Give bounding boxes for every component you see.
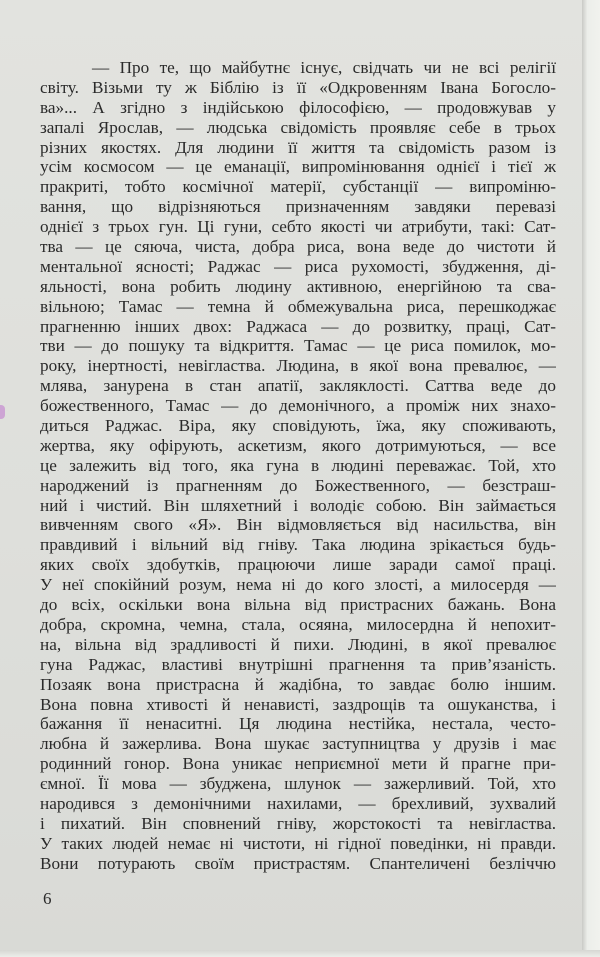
- text-line: прагненню інших двох: Раджаса — до розвитку, праці, Сат-: [40, 316, 556, 336]
- text-line: любна й зажерлива. Вона шукає заступництва у друзів і має: [40, 734, 556, 754]
- text-line: до всіх, оскільки вона вільна від пристрасних бажань. Вона: [40, 595, 556, 615]
- text-line: бажання її ненаситні. Ця людина нестійка, нестала, често-: [40, 714, 556, 734]
- text-line: У таких людей немає ні чистоти, ні гідної поведінки, ні правди.: [40, 833, 556, 853]
- text-line: і пихатий. Він сповнений гніву, жорстокості та невігластва.: [40, 813, 556, 833]
- text-line: родинний гонор. Вона уникає неприємної мети й прагне при-: [40, 754, 556, 774]
- text-line: народжений із прагненням до Божественного, — безстраш-: [40, 475, 556, 495]
- text-line: — Про те, що майбутнє існує, свідчать чи не всі релігії: [92, 58, 556, 77]
- text-line: божественного, Тамас — до демонічного, а проміж них знахо-: [40, 396, 556, 416]
- text-line: ний і чистий. Він шляхетний і володіє собою. Він займається: [40, 495, 556, 515]
- text-line: правдивий і вільний від гніву. Така людина зрікається будь-: [40, 535, 556, 555]
- text-line: вивченням свого «Я». Він відмовляється від насильства, він: [40, 515, 556, 535]
- text-line: народився з демонічними нахилами, — брехливий, зухвалий: [40, 793, 556, 813]
- text-line: різних якостях. Для людини її життя та свідомість разом із: [40, 137, 556, 157]
- page-number: 6: [43, 889, 52, 908]
- text-line: жертва, яку офірують, аскетизм, якого дотримуються, — все: [40, 435, 556, 455]
- text-line: року, інертності, невігластва. Людина, в якої вона превалює, —: [40, 356, 556, 376]
- text-line: яльності, вона робить людину активною, енергійною та сва-: [40, 276, 556, 296]
- text-line: усім космосом — це еманації, випромінювання однієї і тієї ж: [40, 157, 556, 177]
- text-line: вільною; Тамас — темна й обмежувальна риса, перешкоджає: [40, 296, 556, 316]
- text-line: яких своїх здобутків, працюючи лише заради самої праці.: [40, 555, 556, 575]
- text-line: ва»... А згідно з індійською філософією, — продовжував у: [40, 97, 556, 117]
- text-line: добра, скромна, чемна, стала, осяяна, милосердна й непохит-: [40, 614, 556, 634]
- text-line: тва — це сяюча, чиста, добра риса, вона веде до чистоти й: [40, 237, 556, 257]
- text-line: ментальної ясності; Раджас — риса рухомості, збудження, ді-: [40, 256, 556, 276]
- text-line: Вона повна хтивості й ненависті, заздрощів та ошуканства, і: [40, 694, 556, 714]
- text-line: пракриті, тобто космічної матерії, субстанції — випроміню-: [40, 177, 556, 197]
- page-bottom-edge: [0, 950, 600, 957]
- text-line: гуна Раджас, властиві внутрішні прагнення та прив’язаність.: [40, 654, 556, 674]
- text-line: Позаяк вона пристрасна й жадібна, то завдає болю іншим.: [40, 674, 556, 694]
- text-line: У неї спокійний розум, нема ні до кого злості, а милосердя —: [40, 575, 556, 595]
- text-line: на, вільна від зрадливості й пихи. Людині, в якої превалює: [40, 634, 556, 654]
- text-line: це залежить від того, яка гуна в людині переважає. Той, хто: [40, 455, 556, 475]
- text-line: Вони потурають своїм пристрастям. Спантеличені безліччю: [40, 853, 556, 873]
- text-line: ємної. Її мова — збуджена, шлунок — зажерливий. Той, хто: [40, 774, 556, 794]
- page-edge: [582, 0, 600, 957]
- text-line: млява, занурена в стан апатії, закляклості. Саттва веде до: [40, 376, 556, 396]
- text-line: запалі Ярослав, — людська свідомість проявляє себе в трьох: [40, 117, 556, 137]
- text-line: диться Раджас. Віра, яку сповідують, їжа, яку споживають,: [40, 416, 556, 436]
- text-line: вання, що відрізняються призначенням завдяки перевазі: [40, 197, 556, 217]
- margin-mark: [0, 405, 5, 419]
- text-line: світу. Візьми ту ж Біблію із її «Одкровенням Івана Богосло-: [40, 77, 556, 97]
- text-line: тви — до пошуку та відкриття. Тамас — це риса помилок, мо-: [40, 336, 556, 356]
- text-line: однієї з трьох гун. Ці гуни, себто якості чи атрибути, такі: Сат-: [40, 217, 556, 237]
- body-text: [40, 58, 556, 874]
